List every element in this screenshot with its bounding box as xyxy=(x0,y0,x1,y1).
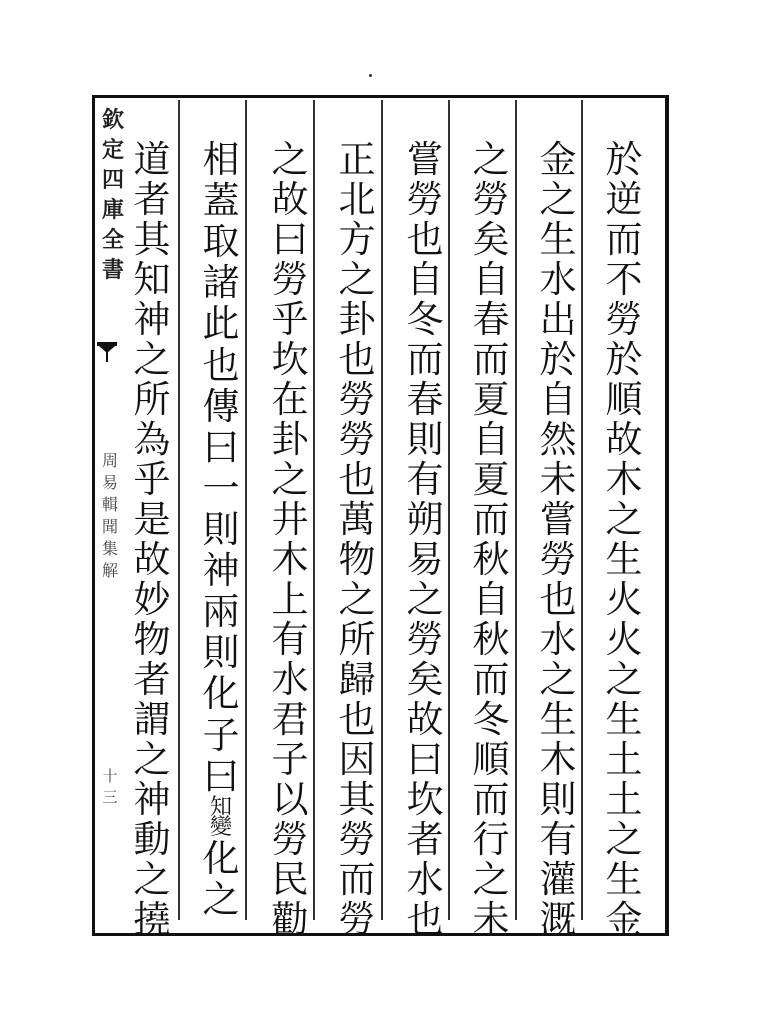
text-char: 生 xyxy=(539,698,577,741)
text-char: 傳 xyxy=(202,384,240,428)
text-char: 乎 xyxy=(133,458,171,501)
text-column xyxy=(324,138,390,941)
text-char: 則 xyxy=(539,778,577,821)
text-char: 之 xyxy=(338,578,376,621)
text-char: 之 xyxy=(133,858,171,901)
text-char: 之 xyxy=(605,818,643,861)
text-char: 乎 xyxy=(271,298,309,341)
text-char: 則 xyxy=(406,418,444,461)
text-char: 自 xyxy=(472,258,510,301)
text-char: 也 xyxy=(406,898,444,941)
annotation-char xyxy=(198,794,244,840)
text-char: 木 xyxy=(271,538,309,581)
fish-tail-mark-icon xyxy=(96,340,118,364)
text-char: 未 xyxy=(539,458,577,501)
text-char: 取 xyxy=(202,220,240,264)
text-char: 春 xyxy=(472,298,510,341)
text-char: 之 xyxy=(539,658,577,701)
annotation-glyph: 變 xyxy=(209,814,232,840)
text-char: 之 xyxy=(406,578,444,621)
text-char: 不 xyxy=(605,258,643,301)
text-char: 道 xyxy=(133,138,171,181)
book-title-char: 易 xyxy=(101,473,118,492)
book-title-char: 集 xyxy=(101,539,118,558)
book-title-char: 聞 xyxy=(101,517,118,536)
text-char: 秋 xyxy=(472,618,510,661)
text-char: 妙 xyxy=(133,578,171,621)
text-char: 生 xyxy=(605,858,643,901)
text-char: 之 xyxy=(338,258,376,301)
text-char: 火 xyxy=(605,578,643,621)
text-char: 卦 xyxy=(338,298,376,341)
text-char: 神 xyxy=(133,778,171,821)
text-char: 夏 xyxy=(472,378,510,421)
text-char: 卦 xyxy=(271,418,309,461)
text-char: 故 xyxy=(133,538,171,581)
text-char: 北 xyxy=(338,178,376,221)
text-char: 自 xyxy=(472,578,510,621)
text-char: 自 xyxy=(406,258,444,301)
text-column xyxy=(257,138,323,941)
text-char: 冬 xyxy=(472,698,510,741)
text-char: 謂 xyxy=(133,698,171,741)
text-char: 勞 xyxy=(472,178,510,221)
text-char: 萬 xyxy=(338,498,376,541)
text-char: 而 xyxy=(338,858,376,901)
text-char: 順 xyxy=(605,378,643,421)
text-char: 物 xyxy=(133,618,171,661)
text-char: 神 xyxy=(202,549,240,593)
text-char: 也 xyxy=(338,338,376,381)
text-char: 者 xyxy=(133,178,171,221)
text-char: 所 xyxy=(338,618,376,661)
page-number: 十三 xyxy=(102,767,118,806)
text-char: 木 xyxy=(605,458,643,501)
series-title-char: 書 xyxy=(101,257,124,283)
text-char: 出 xyxy=(539,298,577,341)
text-column xyxy=(525,138,591,941)
text-char: 也 xyxy=(202,343,240,387)
text-char: 化 xyxy=(202,836,240,880)
text-column xyxy=(392,138,458,941)
text-char: 易 xyxy=(406,538,444,581)
text-char: 此 xyxy=(202,302,240,346)
text-char: 之 xyxy=(605,658,643,701)
text-char: 上 xyxy=(271,578,309,621)
text-char: 故 xyxy=(605,418,643,461)
text-char: 子 xyxy=(202,713,240,757)
text-char: 勞 xyxy=(605,298,643,341)
text-char: 而 xyxy=(472,658,510,701)
text-char: 勞 xyxy=(338,898,376,941)
text-char: 水 xyxy=(406,858,444,901)
text-char: 於 xyxy=(605,138,643,181)
text-char: 曰 xyxy=(406,738,444,781)
series-title-char: 定 xyxy=(101,137,124,163)
text-char: 朔 xyxy=(406,498,444,541)
text-char: 有 xyxy=(539,818,577,861)
text-char: 之 xyxy=(605,498,643,541)
text-char: 生 xyxy=(539,218,577,261)
text-char: 夏 xyxy=(472,458,510,501)
text-char: 土 xyxy=(605,778,643,821)
text-column xyxy=(119,138,185,941)
text-char: 曰 xyxy=(271,218,309,261)
text-char: 相 xyxy=(202,138,240,181)
text-char: 而 xyxy=(472,778,510,821)
text-char: 水 xyxy=(271,658,309,701)
text-char: 故 xyxy=(406,698,444,741)
text-char: 水 xyxy=(539,618,577,661)
text-char: 有 xyxy=(406,458,444,501)
text-char: 自 xyxy=(539,378,577,421)
text-char: 因 xyxy=(338,738,376,781)
text-char: 之 xyxy=(472,858,510,901)
text-char: 為 xyxy=(133,418,171,461)
text-char: 則 xyxy=(202,507,240,551)
text-char: 勞 xyxy=(338,378,376,421)
text-char: 矣 xyxy=(406,658,444,701)
text-char: 動 xyxy=(133,818,171,861)
text-char: 也 xyxy=(338,698,376,741)
text-char: 之 xyxy=(202,877,240,921)
text-char: 勞 xyxy=(338,418,376,461)
text-char: 之 xyxy=(133,338,171,381)
book-title-char: 周 xyxy=(101,451,118,470)
text-char: 諸 xyxy=(202,261,240,305)
text-char: 而 xyxy=(406,338,444,381)
text-char: 之 xyxy=(271,138,309,181)
text-char: 則 xyxy=(202,631,240,675)
text-column xyxy=(591,138,657,941)
series-title-char: 欽 xyxy=(101,107,124,133)
text-char: 灌 xyxy=(539,858,577,901)
text-char: 之 xyxy=(472,138,510,181)
book-title-char: 解 xyxy=(101,561,118,580)
text-char: 民 xyxy=(271,858,309,901)
text-char: 勞 xyxy=(271,818,309,861)
text-char: 也 xyxy=(406,218,444,261)
text-char: 在 xyxy=(271,378,309,421)
text-char: 方 xyxy=(338,218,376,261)
text-char: 君 xyxy=(271,698,309,741)
text-char: 故 xyxy=(271,178,309,221)
text-char: 知 xyxy=(133,258,171,301)
text-char: 行 xyxy=(472,818,510,861)
text-char: 也 xyxy=(539,578,577,621)
text-char: 水 xyxy=(539,258,577,301)
text-char: 化 xyxy=(202,672,240,716)
text-char: 金 xyxy=(605,898,643,941)
series-title-char: 四 xyxy=(101,167,124,193)
text-char: 撓 xyxy=(133,898,171,941)
text-char: 者 xyxy=(133,658,171,701)
text-char: 勞 xyxy=(539,538,577,581)
text-char: 物 xyxy=(338,538,376,581)
text-char: 者 xyxy=(406,818,444,861)
text-char: 生 xyxy=(605,698,643,741)
text-char: 是 xyxy=(133,498,171,541)
series-title-char: 庫 xyxy=(101,197,124,223)
text-char: 木 xyxy=(539,738,577,781)
annotation-glyph: 知 xyxy=(209,794,232,820)
text-char: 未 xyxy=(472,898,510,941)
text-char: 而 xyxy=(605,218,643,261)
text-char: 自 xyxy=(472,418,510,461)
text-char: 逆 xyxy=(605,178,643,221)
text-char: 而 xyxy=(472,338,510,381)
text-char: 也 xyxy=(338,458,376,501)
text-char: 勸 xyxy=(271,898,309,941)
text-char: 一 xyxy=(202,466,240,510)
text-char: 井 xyxy=(271,498,309,541)
text-char: 勞 xyxy=(406,618,444,661)
ink-speck xyxy=(369,74,372,77)
text-char: 嘗 xyxy=(539,498,577,541)
text-char: 蓋 xyxy=(202,179,240,223)
text-char: 勞 xyxy=(338,818,376,861)
text-char: 之 xyxy=(539,178,577,221)
text-char: 勞 xyxy=(406,178,444,221)
text-char: 溉 xyxy=(539,898,577,941)
text-char: 生 xyxy=(605,538,643,581)
text-char: 冬 xyxy=(406,298,444,341)
book-title-char: 輯 xyxy=(101,495,118,514)
text-char: 子 xyxy=(271,738,309,781)
text-char: 其 xyxy=(133,218,171,261)
text-char: 坎 xyxy=(406,778,444,821)
text-char: 土 xyxy=(605,738,643,781)
text-char: 矣 xyxy=(472,218,510,261)
text-char: 坎 xyxy=(271,338,309,381)
text-char: 曰 xyxy=(202,425,240,469)
text-char: 之 xyxy=(133,738,171,781)
text-char: 以 xyxy=(271,778,309,821)
text-char: 有 xyxy=(271,618,309,661)
text-char: 然 xyxy=(539,418,577,461)
text-char: 順 xyxy=(472,738,510,781)
text-char: 秋 xyxy=(472,538,510,581)
text-char: 春 xyxy=(406,378,444,421)
text-column xyxy=(458,138,524,941)
text-char: 勞 xyxy=(271,258,309,301)
text-char: 之 xyxy=(271,458,309,501)
text-char: 火 xyxy=(605,618,643,661)
text-char: 於 xyxy=(539,338,577,381)
text-char: 而 xyxy=(472,498,510,541)
series-title-char: 全 xyxy=(101,227,124,253)
text-char: 神 xyxy=(133,298,171,341)
text-char: 金 xyxy=(539,138,577,181)
book-title-margin xyxy=(100,450,120,582)
text-column xyxy=(188,140,254,920)
text-char: 曰 xyxy=(202,754,240,798)
text-char: 歸 xyxy=(338,658,376,701)
text-char: 其 xyxy=(338,778,376,821)
text-char: 於 xyxy=(605,338,643,381)
text-char: 正 xyxy=(338,138,376,181)
text-char: 兩 xyxy=(202,590,240,634)
text-char: 嘗 xyxy=(406,138,444,181)
text-char: 所 xyxy=(133,378,171,421)
